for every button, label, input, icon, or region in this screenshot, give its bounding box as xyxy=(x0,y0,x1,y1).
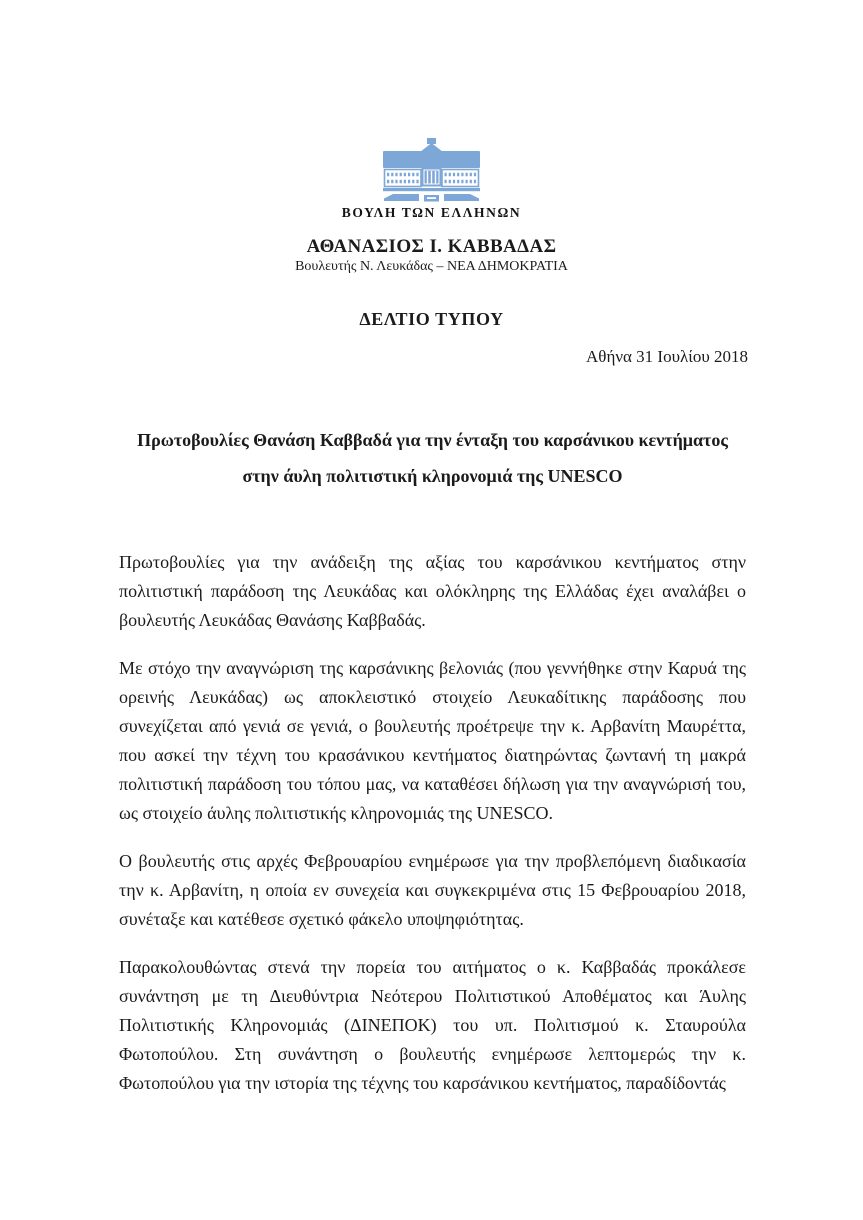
title-line-2: στην άυλη πολιτιστική κληρονομιά της UNESCO xyxy=(242,466,623,486)
dateline: Αθήνα 31 Ιουλίου 2018 xyxy=(586,347,748,366)
parliament-building-icon xyxy=(383,138,480,202)
mp-name: ΑΘΑΝΑΣΙΟΣ Ι. ΚΑΒΒΑΔΑΣ xyxy=(306,236,557,257)
body-paragraph: Πρωτοβουλίες για την ανάδειξη της αξίας του καρσάνικου κεντήματος στην πολιτιστική παράδοση της Λευκάδας και ολόκληρης της Ελλάδας έχει αναλάβει ο βουλευτής Λευκάδας Θανάσης Καββαδάς. xyxy=(119,552,746,630)
title-line-1: Πρωτοβουλίες Θανάση Καββαδά για την ένταξη του καρσάνικου κεντήματος xyxy=(137,430,728,450)
body-paragraph: Ο βουλευτής στις αρχές Φεβρουαρίου ενημέρωσε για την προβλεπόμενη διαδικασία την κ. Αρβανίτη, η οποία εν συνεχεία και συγκεκριμένα στις 15 Φεβρουαρίου 2018, συνέταξε και κατέθεσε σχετικό φάκελο υποψηφιότητας. xyxy=(119,851,746,929)
press-release-title xyxy=(119,422,746,494)
press-release-label: ΔΕΛΤΙΟ ΤΥΠΟΥ xyxy=(359,309,504,329)
parliament-logo xyxy=(0,138,863,221)
press-release-body xyxy=(119,548,746,1117)
body-paragraph: Παρακολουθώντας στενά την πορεία του αιτήματος ο κ. Καββαδάς προκάλεσε συνάντηση με τη Διευθύντρια Νεότερου Πολιτιστικού Αποθέματος και Άυλης Πολιτιστικής Κληρονομιάς (ΔΙΝΕΠΟΚ) του υπ. Πολιτισμού κ. Σταυρούλα Φωτοπούλου. Στη συνάντηση ο βουλευτής ενημέρωσε λεπτομερώς την κ. Φωτοπούλου για την ιστορία της τέχνης του καρσάνικου κεντήματος, παραδίδοντάς xyxy=(119,957,746,1093)
mp-subtitle: Βουλευτής Ν. Λευκάδας – ΝΕΑ ΔΗΜΟΚΡΑΤΙΑ xyxy=(295,259,568,274)
parliament-logo-caption: ΒΟΥΛΗ ΤΩΝ ΕΛΛΗΝΩΝ xyxy=(341,205,522,220)
body-paragraph: Με στόχο την αναγνώριση της καρσάνικης βελονιάς (που γεννήθηκε στην Καρυά της ορεινής Λευκάδας) ως αποκλειστικό στοιχείο Λευκαδίτικης παράδοσης που συνεχίζεται από γενιά σε γενιά, ο βουλευτής προέτρεψε την κ. Αρβανίτη Μαυρέττα, που ασκεί την τέχνη του κρασάνικου κεντήματος διατηρώντας ζωντανή τη μακρά πολιτιστική παράδοση του τόπου μας, να καταθέσει δήλωση για την αναγνώρισή του, ως στοιχείο άυλης πολιτιστικής κληρονομιάς της UNESCO. xyxy=(119,658,746,823)
